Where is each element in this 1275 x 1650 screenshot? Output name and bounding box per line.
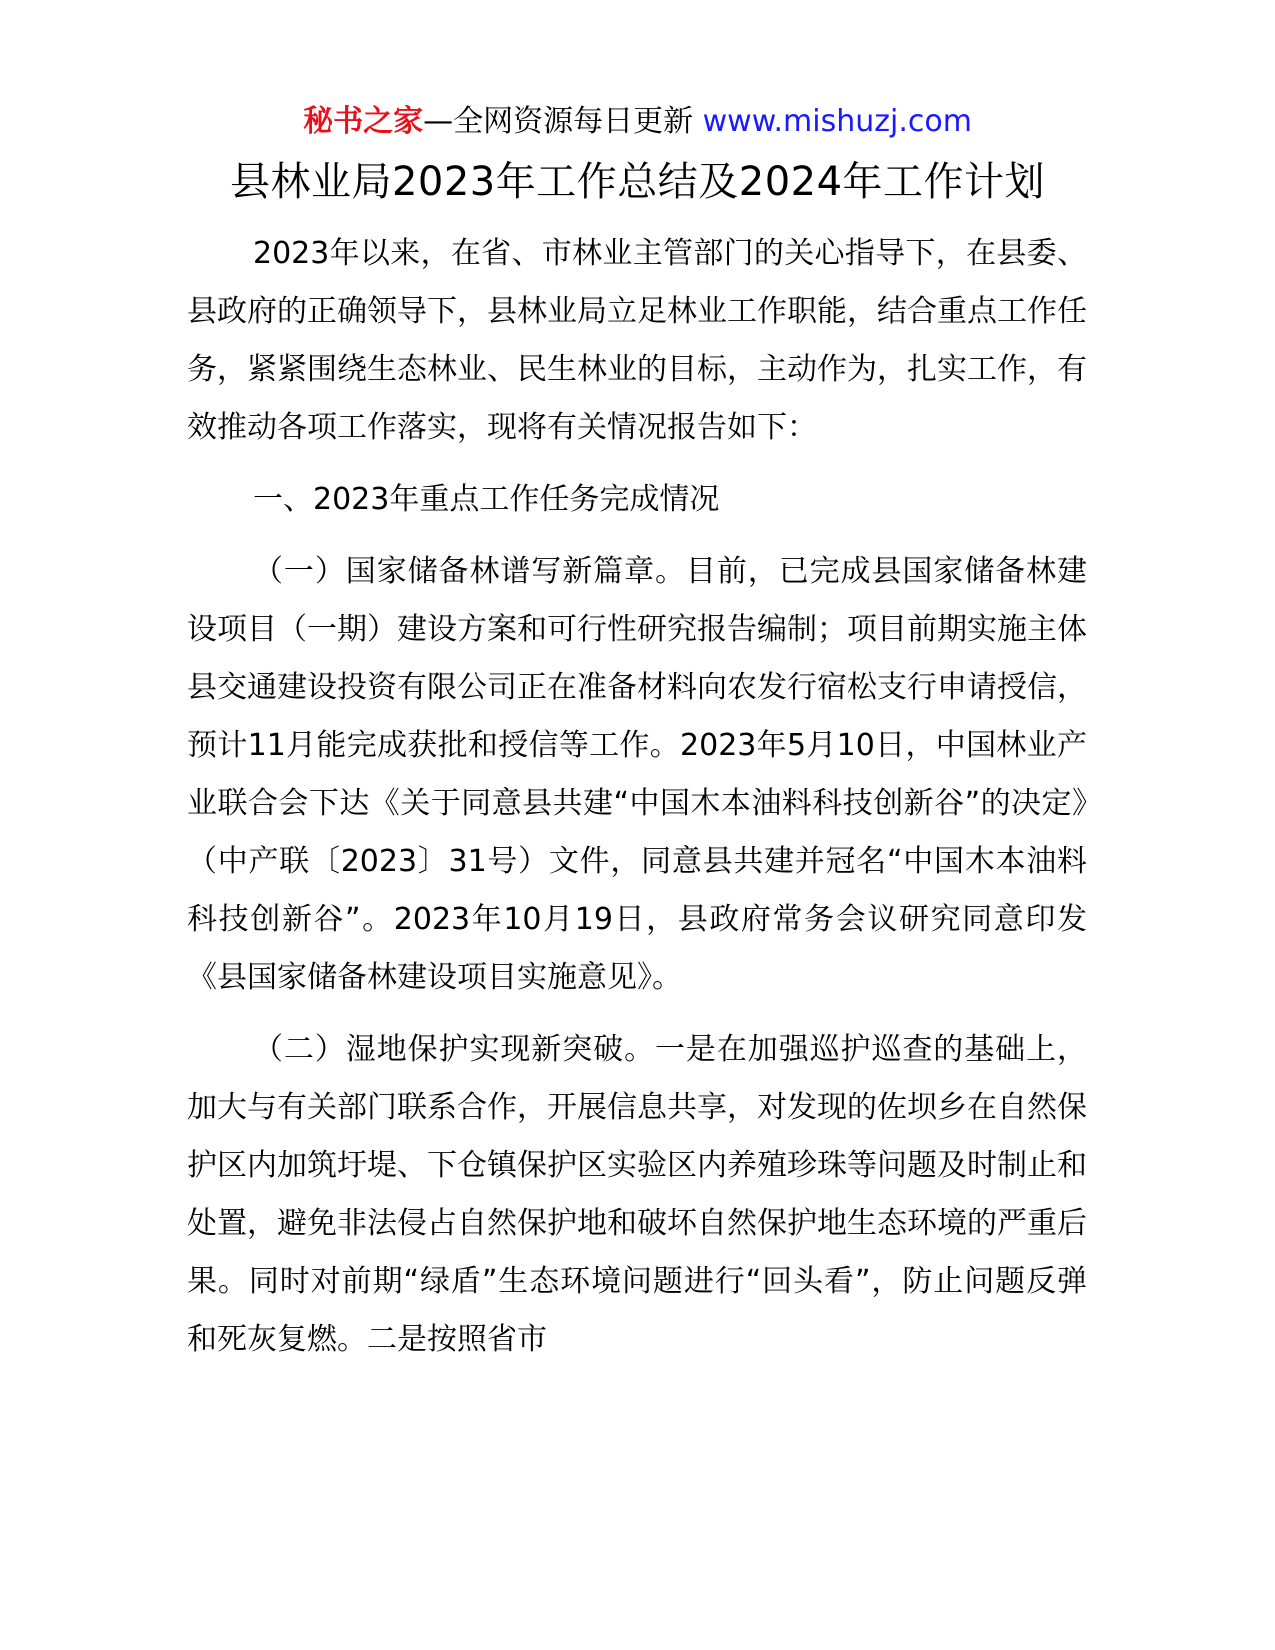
site-header bbox=[0, 100, 1275, 144]
document-title: 县林业局2023年工作总结及2024年工作计划 bbox=[229, 159, 1046, 205]
section-heading: 一、2023年重点工作任务完成情况 bbox=[253, 482, 720, 517]
header-slogan: —全网资源每日更新 bbox=[423, 104, 694, 139]
paragraph-national-reserve-forest: （一）国家储备林谱写新篇章。目前，已完成县国家储备林建设项目（一期）建设方案和可行性研究报告编制；项目前期实施主体县交通建设投资有限公司正在准备材料向农发行宿松支行申请授信，预计11月能完成获批和授信等工作。2023年5月10日，中国林业产业联合会下达《关于同意县共建“中国木本油料科技创新谷”的决定》（中产联〔2023〕31号）文件，同意县共建并冠名“中国木本油料科技创新谷”。2023年10月19日，县政府常务会议研究同意印发《县国家储备林建设项目实施意见》。 bbox=[187, 554, 1087, 995]
paragraph-wetland-protection: （二）湿地保护实现新突破。一是在加强巡护巡查的基础上，加大与有关部门联系合作，开展信息共享，对发现的佐坝乡在自然保护区内加筑圩堤、下仓镇保护区实验区内养殖珍珠等问题及时制止和处置，避免非法侵占自然保护地和破坏自然保护地生态环境的严重后果。同时对前期“绿盾”生态环境问题进行“回头看”，防止问题反弹和死灰复燃。二是按照省市 bbox=[187, 1032, 1087, 1357]
brand-name: 秘书之家 bbox=[303, 104, 424, 139]
intro-paragraph: 2023年以来，在省、市林业主管部门的关心指导下，在县委、县政府的正确领导下，县林业局立足林业工作职能，结合重点工作任务，紧紧围绕生态林业、民生林业的目标，主动作为，扎实工作，有效推动各项工作落实，现将有关情况报告如下： bbox=[187, 236, 1087, 445]
site-url-link[interactable]: www.mishuzj.com bbox=[702, 104, 972, 139]
document-body bbox=[187, 225, 1087, 1383]
